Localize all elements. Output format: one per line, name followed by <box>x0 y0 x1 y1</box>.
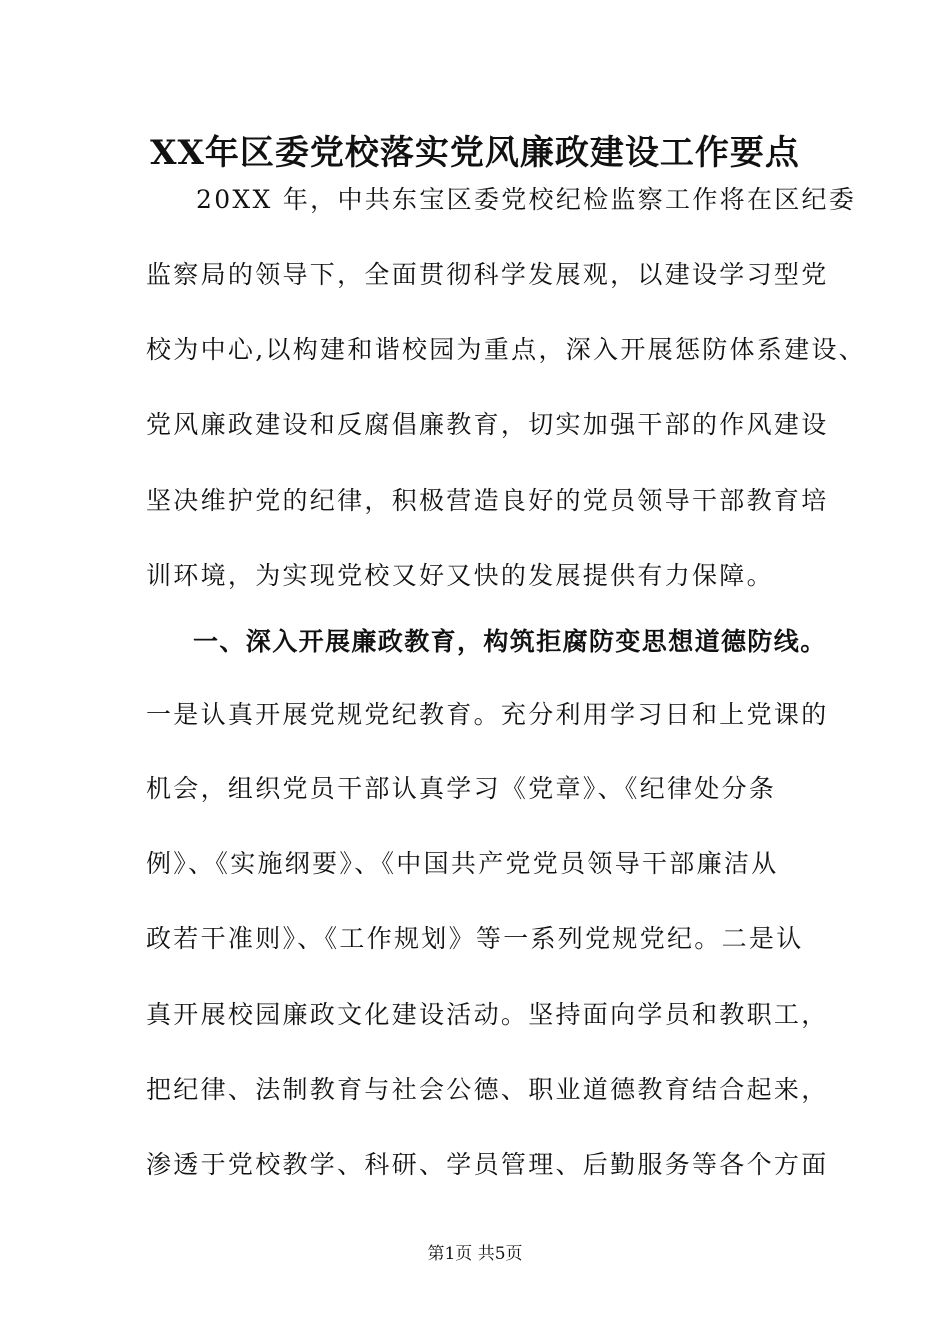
intro-line-3: 校为中心,以构建和谐校园为重点，深入开展惩防体系建设、 <box>146 335 867 364</box>
intro-line-4: 党风廉政建设和反腐倡廉教育，切实加强干部的作风建设 <box>146 410 829 439</box>
document-title: XX年区委党校落实党风廉政建设工作要点 <box>150 133 800 173</box>
intro-line-2: 监察局的领导下，全面贯彻科学发展观，以建设学习型党 <box>146 260 829 289</box>
page-number-footer: 第1页 共5页 <box>427 1244 523 1264</box>
intro-line-1: 20XX 年，中共东宝区委党校纪检监察工作将在区纪委 <box>196 185 857 214</box>
section-1-line-7: 渗透于党校教学、科研、学员管理、后勤服务等各个方面 <box>146 1150 829 1179</box>
section-1-heading: 一、深入开展廉政教育，构筑拒腐防变思想道德防线。 <box>193 627 827 656</box>
section-1-line-4: 政若干准则》、《工作规划》等一系列党规党纪。二是认 <box>146 924 804 953</box>
section-1-line-1: 一是认真开展党规党纪教育。充分利用学习日和上党课的 <box>146 700 829 729</box>
section-1-line-3: 例》、《实施纲要》、《中国共产党党员领导干部廉洁从 <box>146 849 779 878</box>
section-1-line-5: 真开展校园廉政文化建设活动。坚持面向学员和教职工， <box>146 1000 829 1029</box>
section-1-line-6: 把纪律、法制教育与社会公德、职业道德教育结合起来， <box>146 1075 829 1104</box>
section-1-line-2: 机会，组织党员干部认真学习《党章》、《纪律处分条 <box>146 774 777 803</box>
intro-line-5: 坚决维护党的纪律，积极营造良好的党员领导干部教育培 <box>146 486 829 515</box>
intro-line-6: 训环境，为实现党校又好又快的发展提供有力保障。 <box>146 561 774 590</box>
